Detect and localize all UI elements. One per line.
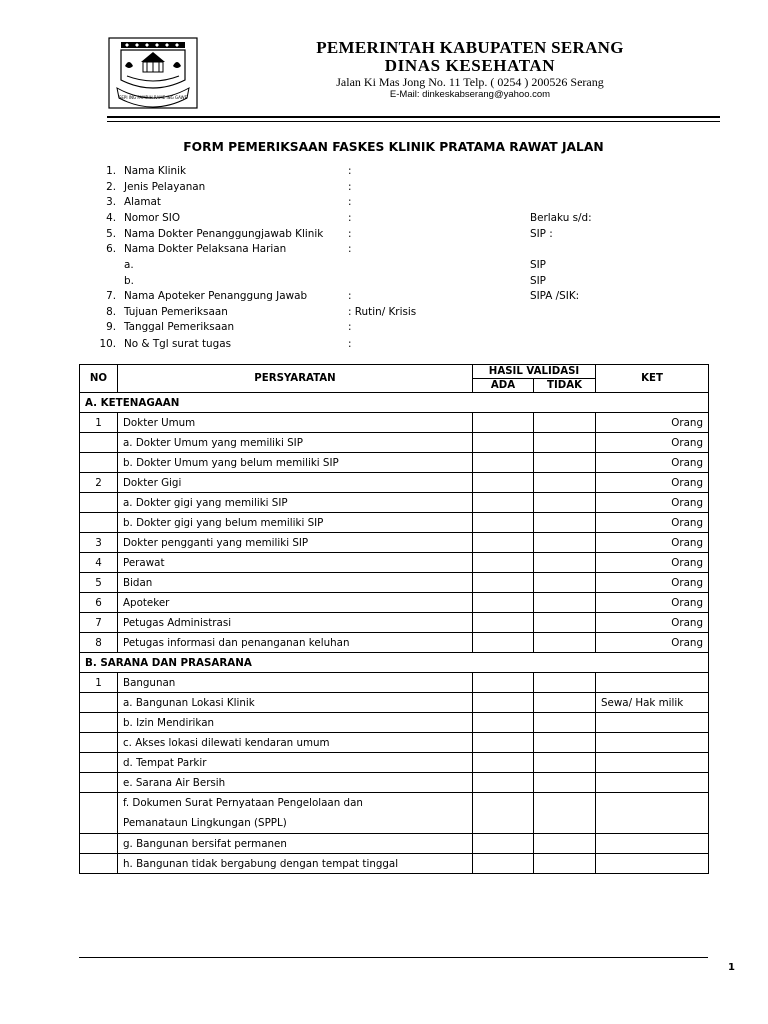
field-number: 7. bbox=[106, 290, 116, 302]
table-row bbox=[80, 573, 709, 593]
row-requirement: Bidan bbox=[118, 573, 473, 593]
cell-ada[interactable] bbox=[473, 513, 534, 533]
table-row bbox=[80, 713, 709, 733]
cell-tidak[interactable] bbox=[534, 673, 596, 693]
cell-ada[interactable] bbox=[473, 854, 534, 874]
row-number: 1 bbox=[80, 673, 118, 693]
field-colon: : bbox=[348, 165, 352, 177]
cell-tidak[interactable] bbox=[534, 713, 596, 733]
row-requirement: Petugas informasi dan penanganan keluhan bbox=[118, 633, 473, 653]
cell-tidak[interactable] bbox=[534, 533, 596, 553]
row-ket: Orang bbox=[596, 413, 709, 433]
field-label: Nomor SIO bbox=[124, 212, 181, 224]
cell-ada[interactable] bbox=[473, 834, 534, 854]
table-row bbox=[80, 533, 709, 553]
table-row bbox=[80, 793, 709, 834]
cell-ada[interactable] bbox=[473, 673, 534, 693]
row-number bbox=[80, 834, 118, 854]
field-number: 3. bbox=[106, 196, 116, 208]
field-colon: : bbox=[348, 290, 352, 302]
row-number bbox=[80, 493, 118, 513]
table-row bbox=[80, 854, 709, 874]
header-tidak: TIDAK bbox=[534, 379, 596, 393]
letterhead-email: E-Mail: dinkeskabserang@yahoo.com bbox=[389, 89, 551, 100]
row-requirement: b. Dokter gigi yang belum memiliki SIP bbox=[118, 513, 473, 533]
row-requirement: b. Dokter Umum yang belum memiliki SIP bbox=[118, 453, 473, 473]
row-number: 7 bbox=[80, 613, 118, 633]
field-right-label: SIP : bbox=[530, 228, 553, 240]
row-ket: Orang bbox=[596, 633, 709, 653]
cell-ada[interactable] bbox=[473, 713, 534, 733]
letterhead-government-name: PEMERINTAH KABUPATEN SERANG bbox=[316, 38, 624, 57]
row-number: 2 bbox=[80, 473, 118, 493]
field-colon: : bbox=[348, 338, 352, 350]
row-number bbox=[80, 854, 118, 874]
row-ket: Orang bbox=[596, 613, 709, 633]
row-number: 4 bbox=[80, 553, 118, 573]
field-number: 9. bbox=[106, 321, 116, 333]
field-number: 5. bbox=[106, 228, 116, 240]
cell-ada[interactable] bbox=[473, 733, 534, 753]
field-number bbox=[96, 274, 116, 289]
row-ket: Orang bbox=[596, 573, 709, 593]
field-colon: : bbox=[348, 181, 352, 193]
row-number: 3 bbox=[80, 533, 118, 553]
field-colon: : bbox=[348, 196, 352, 208]
row-requirement-line1: f. Dokumen Surat Pernyataan Pengelolaan dan bbox=[123, 797, 363, 809]
field-label: Nama Dokter Penanggungjawab Klinik bbox=[124, 228, 324, 240]
row-number bbox=[80, 433, 118, 453]
row-requirement: h. Bangunan tidak bergabung dengan tempat tinggal bbox=[118, 854, 473, 874]
cell-tidak[interactable] bbox=[534, 573, 596, 593]
field-label: Tanggal Pemeriksaan bbox=[124, 321, 235, 333]
requirements-table bbox=[79, 364, 709, 874]
cell-ada[interactable] bbox=[473, 433, 534, 453]
row-requirement: b. Izin Mendirikan bbox=[118, 713, 473, 733]
row-requirement-line2: Pemanataun Lingkungan (SPPL) bbox=[123, 817, 287, 829]
table-row bbox=[80, 613, 709, 633]
row-number bbox=[80, 773, 118, 793]
row-ket bbox=[596, 713, 709, 733]
field-colon: : bbox=[348, 321, 352, 333]
table-row bbox=[80, 834, 709, 854]
table-row bbox=[80, 753, 709, 773]
header-ket: KET bbox=[596, 365, 709, 393]
row-ket bbox=[596, 673, 709, 693]
cell-tidak[interactable] bbox=[534, 493, 596, 513]
cell-tidak[interactable] bbox=[534, 633, 596, 653]
row-requirement: c. Akses lokasi dilewati kendaran umum bbox=[118, 733, 473, 753]
cell-tidak[interactable] bbox=[534, 854, 596, 874]
row-ket bbox=[596, 834, 709, 854]
row-number bbox=[80, 693, 118, 713]
table-row bbox=[80, 673, 709, 693]
cell-ada[interactable] bbox=[473, 553, 534, 573]
table-row bbox=[80, 493, 709, 513]
letterhead-office-name: DINAS KESEHATAN bbox=[384, 56, 556, 75]
header-hasil-validasi: HASIL VALIDASI bbox=[473, 365, 596, 379]
row-requirement: Petugas Administrasi bbox=[118, 613, 473, 633]
field-label: Tujuan Pemeriksaan bbox=[124, 306, 228, 318]
cell-tidak[interactable] bbox=[534, 834, 596, 854]
cell-tidak[interactable] bbox=[534, 613, 596, 633]
row-ket: Orang bbox=[596, 433, 709, 453]
row-number bbox=[80, 453, 118, 473]
row-ket bbox=[596, 753, 709, 773]
table-row bbox=[80, 513, 709, 533]
row-requirement: e. Sarana Air Bersih bbox=[118, 773, 473, 793]
cell-tidak[interactable] bbox=[534, 453, 596, 473]
section-heading: B. SARANA DAN PRASARANA bbox=[80, 653, 709, 673]
field-number: 6. bbox=[106, 243, 116, 255]
cell-tidak[interactable] bbox=[534, 693, 596, 713]
cell-ada[interactable] bbox=[473, 453, 534, 473]
table-row bbox=[80, 413, 709, 433]
row-number: 6 bbox=[80, 593, 118, 613]
header-no: NO bbox=[80, 365, 118, 393]
row-number: 8 bbox=[80, 633, 118, 653]
row-ket: Orang bbox=[596, 553, 709, 573]
field-number: 1. bbox=[106, 165, 116, 177]
row-number bbox=[80, 733, 118, 753]
header-ada: ADA bbox=[473, 379, 534, 393]
table-row bbox=[80, 773, 709, 793]
row-requirement: Dokter Umum bbox=[118, 413, 473, 433]
field-label: No & Tgl surat tugas bbox=[124, 338, 232, 350]
field-number: 8. bbox=[106, 306, 116, 318]
cell-ada[interactable] bbox=[473, 633, 534, 653]
field-number: 10. bbox=[99, 338, 116, 350]
cell-tidak[interactable] bbox=[534, 513, 596, 533]
table-row bbox=[80, 733, 709, 753]
row-ket: Orang bbox=[596, 493, 709, 513]
row-requirement: Dokter Gigi bbox=[118, 473, 473, 493]
field-number: 4. bbox=[106, 212, 116, 224]
field-right-label: SIPA /SIK: bbox=[530, 290, 580, 302]
row-number bbox=[80, 793, 118, 834]
field-label: Alamat bbox=[124, 196, 161, 208]
header-persyaratan: PERSYARATAN bbox=[118, 365, 473, 393]
field-label: Nama Apoteker Penanggung Jawab bbox=[124, 290, 308, 302]
table-row bbox=[80, 593, 709, 613]
field-label: a. bbox=[124, 259, 134, 271]
row-requirement: Perawat bbox=[118, 553, 473, 573]
cell-tidak[interactable] bbox=[534, 413, 596, 433]
row-requirement: Apoteker bbox=[118, 593, 473, 613]
field-colon: : bbox=[348, 228, 352, 240]
page-number: 1 bbox=[728, 962, 735, 973]
row-ket bbox=[596, 773, 709, 793]
row-requirement: d. Tempat Parkir bbox=[118, 753, 473, 773]
cell-tidak[interactable] bbox=[534, 473, 596, 493]
field-label: Nama Dokter Pelaksana Harian bbox=[124, 243, 287, 255]
cell-ada[interactable] bbox=[473, 753, 534, 773]
cell-ada[interactable] bbox=[473, 693, 534, 713]
cell-ada[interactable] bbox=[473, 413, 534, 433]
field-colon: : bbox=[348, 212, 352, 224]
table-row bbox=[80, 553, 709, 573]
cell-ada[interactable] bbox=[473, 773, 534, 793]
field-number bbox=[96, 258, 116, 273]
field-label: Jenis Pelayanan bbox=[124, 181, 206, 193]
cell-ada[interactable] bbox=[473, 613, 534, 633]
field-right-label: SIP bbox=[530, 259, 546, 271]
row-number bbox=[80, 513, 118, 533]
cell-tidak[interactable] bbox=[534, 733, 596, 753]
field-colon: : Rutin/ Krisis bbox=[348, 306, 417, 318]
table-row bbox=[80, 633, 709, 653]
letterhead-address: Jalan Ki Mas Jong No. 11 Telp. ( 0254 ) 200526 Serang bbox=[336, 75, 604, 89]
cell-ada[interactable] bbox=[473, 533, 534, 553]
section-heading: A. KETENAGAAN bbox=[80, 393, 709, 413]
cell-ada[interactable] bbox=[473, 493, 534, 513]
field-right-label: Berlaku s/d: bbox=[530, 212, 592, 224]
cell-tidak[interactable] bbox=[534, 433, 596, 453]
row-requirement: Bangunan bbox=[118, 673, 473, 693]
row-requirement: g. Bangunan bersifat permanen bbox=[118, 834, 473, 854]
row-requirement: Dokter pengganti yang memiliki SIP bbox=[118, 533, 473, 553]
row-ket: Orang bbox=[596, 533, 709, 553]
letterhead-divider-thick bbox=[107, 116, 720, 118]
cell-ada[interactable] bbox=[473, 473, 534, 493]
row-number: 1 bbox=[80, 413, 118, 433]
row-number: 5 bbox=[80, 573, 118, 593]
table-row bbox=[80, 433, 709, 453]
cell-tidak[interactable] bbox=[534, 773, 596, 793]
row-ket bbox=[596, 733, 709, 753]
field-number: 2. bbox=[106, 181, 116, 193]
row-ket: Orang bbox=[596, 473, 709, 493]
row-requirement: a. Dokter Umum yang memiliki SIP bbox=[118, 433, 473, 453]
row-ket: Orang bbox=[596, 453, 709, 473]
row-ket: Orang bbox=[596, 593, 709, 613]
row-requirement: a. Bangunan Lokasi Klinik bbox=[118, 693, 473, 713]
cell-ada[interactable] bbox=[473, 793, 534, 834]
row-ket bbox=[596, 854, 709, 874]
row-requirement bbox=[118, 793, 473, 834]
field-colon: : bbox=[348, 243, 352, 255]
row-requirement: a. Dokter gigi yang memiliki SIP bbox=[118, 493, 473, 513]
letterhead-divider-thin bbox=[107, 121, 720, 122]
cell-ada[interactable] bbox=[473, 573, 534, 593]
cell-tidak[interactable] bbox=[534, 593, 596, 613]
cell-tidak[interactable] bbox=[534, 553, 596, 573]
footer-divider bbox=[79, 957, 708, 958]
logo-motto: SEPI ING PAMRIH RAME ING GAWE bbox=[118, 95, 188, 100]
regency-emblem-logo bbox=[107, 36, 199, 110]
field-label: Nama Klinik bbox=[124, 165, 187, 177]
row-ket: Orang bbox=[596, 513, 709, 533]
cell-ada[interactable] bbox=[473, 593, 534, 613]
row-ket bbox=[596, 793, 709, 834]
cell-tidak[interactable] bbox=[534, 793, 596, 834]
row-ket: Sewa/ Hak milik bbox=[596, 693, 709, 713]
table-row bbox=[80, 453, 709, 473]
field-right-label: SIP bbox=[530, 275, 546, 287]
field-label: b. bbox=[124, 275, 134, 287]
table-row bbox=[80, 693, 709, 713]
row-number bbox=[80, 753, 118, 773]
form-title: FORM PEMERIKSAAN FASKES KLINIK PRATAMA RAWAT JALAN bbox=[183, 140, 604, 154]
row-number bbox=[80, 713, 118, 733]
table-row bbox=[80, 473, 709, 493]
cell-tidak[interactable] bbox=[534, 753, 596, 773]
